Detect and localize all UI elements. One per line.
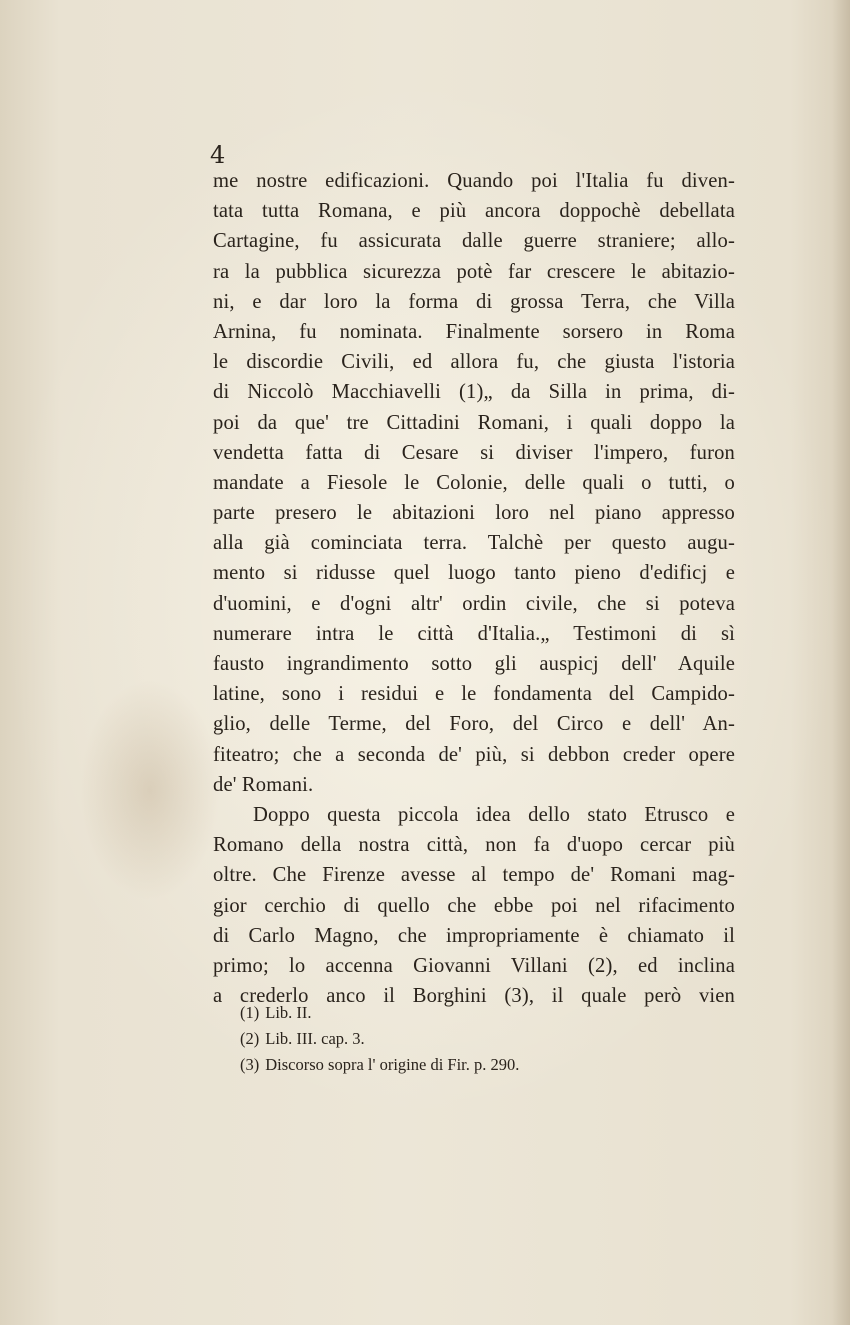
- text-line: mandate a Fiesole le Colonie, delle quali o tutti, o: [213, 471, 735, 494]
- text-line: le discordie Civili, ed allora fu, che giusta l'istoria: [213, 351, 735, 374]
- footnote: [240, 1052, 720, 1078]
- footnote-marker: (3): [240, 1055, 260, 1074]
- footnote-marker: (2): [240, 1029, 260, 1048]
- text-line: gior cerchio di quello che ebbe poi nel rifacimento: [213, 894, 735, 917]
- text-line: mento si ridusse quel luogo tanto pieno d'edificj e: [213, 562, 735, 585]
- text-line-paragraph-start: Doppo questa piccola idea dello stato Etrusco e: [253, 803, 735, 826]
- footnote-text: Lib. III. cap. 3.: [265, 1029, 365, 1048]
- text-line: di Carlo Magno, che impropriamente è chiamato il: [213, 924, 735, 947]
- text-line: fiteatro; che a seconda de' più, si debbon creder opere: [213, 743, 735, 766]
- text-line: Arnina, fu nominata. Finalmente sorsero in Roma: [213, 320, 735, 343]
- text-line: primo; lo accenna Giovanni Villani (2), ed inclina: [213, 954, 735, 977]
- footnote: [240, 1026, 720, 1052]
- text-line: alla già cominciata terra. Talchè per questo augu-: [213, 532, 735, 555]
- text-line: di Niccolò Macchiavelli (1)„ da Silla in prima, di-: [213, 381, 735, 404]
- page-edge-shadow: [832, 0, 850, 1325]
- text-line: ra la pubblica sicurezza potè far crescere le abitazio-: [213, 260, 735, 283]
- text-line: vendetta fatta di Cesare si diviser l'impero, furon: [213, 441, 735, 464]
- text-line: tata tutta Romana, e più ancora doppochè debellata: [213, 200, 735, 223]
- text-line: a crederlo anco il Borghini (3), il quale però vien: [213, 985, 735, 1008]
- text-line-paragraph-end: de' Romani.: [213, 773, 314, 796]
- footnote: [240, 1000, 720, 1026]
- footnote-marker: (1): [240, 1003, 260, 1022]
- text-line: oltre. Che Firenze avesse al tempo de' Romani mag-: [213, 864, 735, 887]
- page-number: 4: [210, 141, 226, 169]
- footnote-text: Lib. II.: [265, 1003, 312, 1022]
- footnotes: [240, 1000, 720, 1078]
- text-line: fausto ingrandimento sotto gli auspicj dell' Aquile: [213, 653, 735, 675]
- text-line: d'uomini, e d'ogni altr' ordin civile, che si poteva: [213, 592, 735, 615]
- text-line: Cartagine, fu assicurata dalle guerre straniere; allo-: [213, 230, 735, 253]
- text-line: numerare intra le città d'Italia.„ Testimoni di sì: [213, 622, 735, 645]
- text-line: glio, delle Terme, del Foro, del Circo e dell' An-: [213, 713, 735, 736]
- text-line: me nostre edificazioni. Quando poi l'Italia fu diven-: [213, 170, 735, 192]
- text-line: poi da que' tre Cittadini Romani, i quali doppo la: [213, 411, 735, 434]
- text-line: ni, e dar loro la forma di grossa Terra, che Villa: [213, 290, 735, 313]
- body-text: [213, 166, 735, 1011]
- text-line: latine, sono i residui e le fondamenta del Campido-: [213, 683, 735, 706]
- text-line: parte presero le abitazioni loro nel piano appresso: [213, 502, 735, 525]
- footnote-text: Discorso sopra l' origine di Fir. p. 290.: [265, 1055, 520, 1074]
- text-line: Romano della nostra città, non fa d'uopo cercar più: [213, 834, 735, 857]
